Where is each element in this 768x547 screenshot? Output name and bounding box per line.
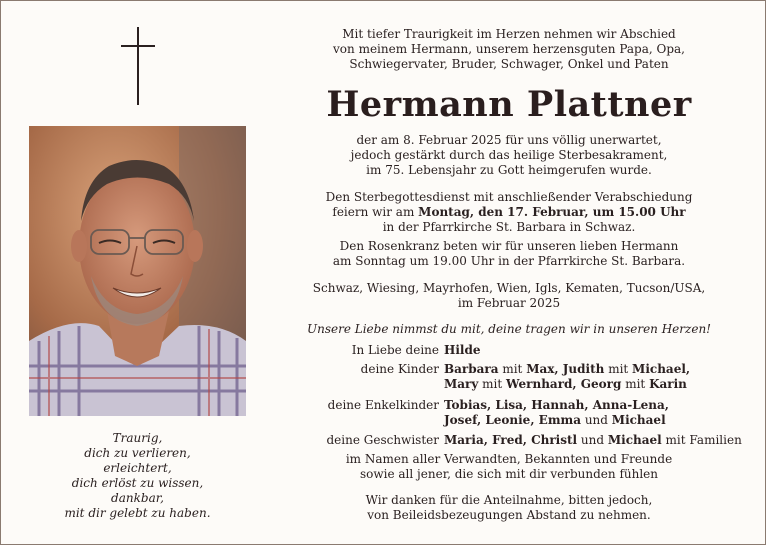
death-notice [299, 133, 719, 178]
closing-line: sowie all jener, die sich mit dir verbunden fühlen [359, 467, 659, 481]
intro-line: Schwiegervater, Bruder, Schwager, Onkel und Paten [349, 57, 669, 71]
death-line: im 75. Lebensjahr zu Gott heimgerufen wurde. [366, 163, 652, 177]
thanks-line: von Beileidsbezeugungen Abstand zu nehmen. [367, 508, 651, 522]
wife-label: In Liebe deine [351, 343, 439, 357]
service-line: Den Sterbegottesdienst mit anschließender Verabschiedung [325, 190, 693, 204]
motto: Unsere Liebe nimmst du mit, deine tragen wir in unseren Herzen! [307, 322, 711, 336]
poem-line: mit dir gelebt zu haben. [64, 506, 211, 520]
closing-text [299, 452, 719, 482]
intro-line: Mit tiefer Traurigkeit im Herzen nehmen wir Abschied [342, 27, 676, 41]
poem-line: Traurig, [112, 431, 163, 445]
thanks-line: Wir danken für die Anteilnahme, bitten jedoch, [365, 493, 653, 507]
poem-line: erleichtert, [103, 461, 172, 475]
wife-name: Hilde [444, 343, 481, 357]
grandchildren-line: Josef, Leonie, Emma und Michael [444, 413, 666, 427]
children-line: Barbara mit Max, Judith mit Michael, [444, 362, 691, 376]
poem-line: dich zu verlieren, [84, 446, 191, 460]
thanks-text [299, 493, 719, 523]
children-line: Mary mit Wernhard, Georg mit Karin [444, 377, 687, 391]
poem-line: dich erlöst zu wissen, [71, 476, 204, 490]
intro-line: von meinem Hermann, unserem herzensguten Papa, Opa, [333, 42, 685, 56]
poem-line: dankbar, [111, 491, 164, 505]
rosary-notice [299, 239, 719, 269]
siblings-label: deine Geschwister [326, 433, 439, 447]
service-line: in der Pfarrkirche St. Barbara in Schwaz. [382, 220, 636, 234]
service-date: Montag, den 17. Februar, um 15.00 Uhr [418, 205, 686, 219]
places-line: im Februar 2025 [457, 296, 561, 310]
rosary-line: am Sonntag um 19.00 Uhr in der Pfarrkirche St. Barbara. [332, 254, 686, 268]
places-line: Schwaz, Wiesing, Mayrhofen, Wien, Igls, Kematen, Tucson/USA, [312, 281, 706, 295]
intro-text [299, 27, 719, 72]
death-line: jedoch gestärkt durch das heilige Sterbesakrament, [350, 148, 668, 162]
funeral-service [299, 190, 719, 235]
portrait-photo [29, 126, 246, 416]
grandchildren-label: deine Enkelkinder [327, 398, 439, 412]
service-line: feiern wir am Montag, den 17. Februar, um 15.00 Uhr [332, 205, 686, 219]
grandchildren-line: Tobias, Lisa, Hannah, Anna-Lena, [444, 398, 669, 412]
children-label: deine Kinder [360, 362, 439, 376]
cross-icon [121, 27, 155, 105]
siblings-line: Maria, Fred, Christl und Michael mit Familien [444, 433, 742, 447]
deceased-name: Hermann Plattner [326, 84, 692, 125]
poem [29, 431, 246, 521]
death-line: der am 8. Februar 2025 für uns völlig unerwartet, [356, 133, 662, 147]
rosary-line: Den Rosenkranz beten wir für unseren lieben Hermann [339, 239, 679, 253]
closing-line: im Namen aller Verwandten, Bekannten und Freunde [345, 452, 673, 466]
places-date [299, 281, 719, 311]
